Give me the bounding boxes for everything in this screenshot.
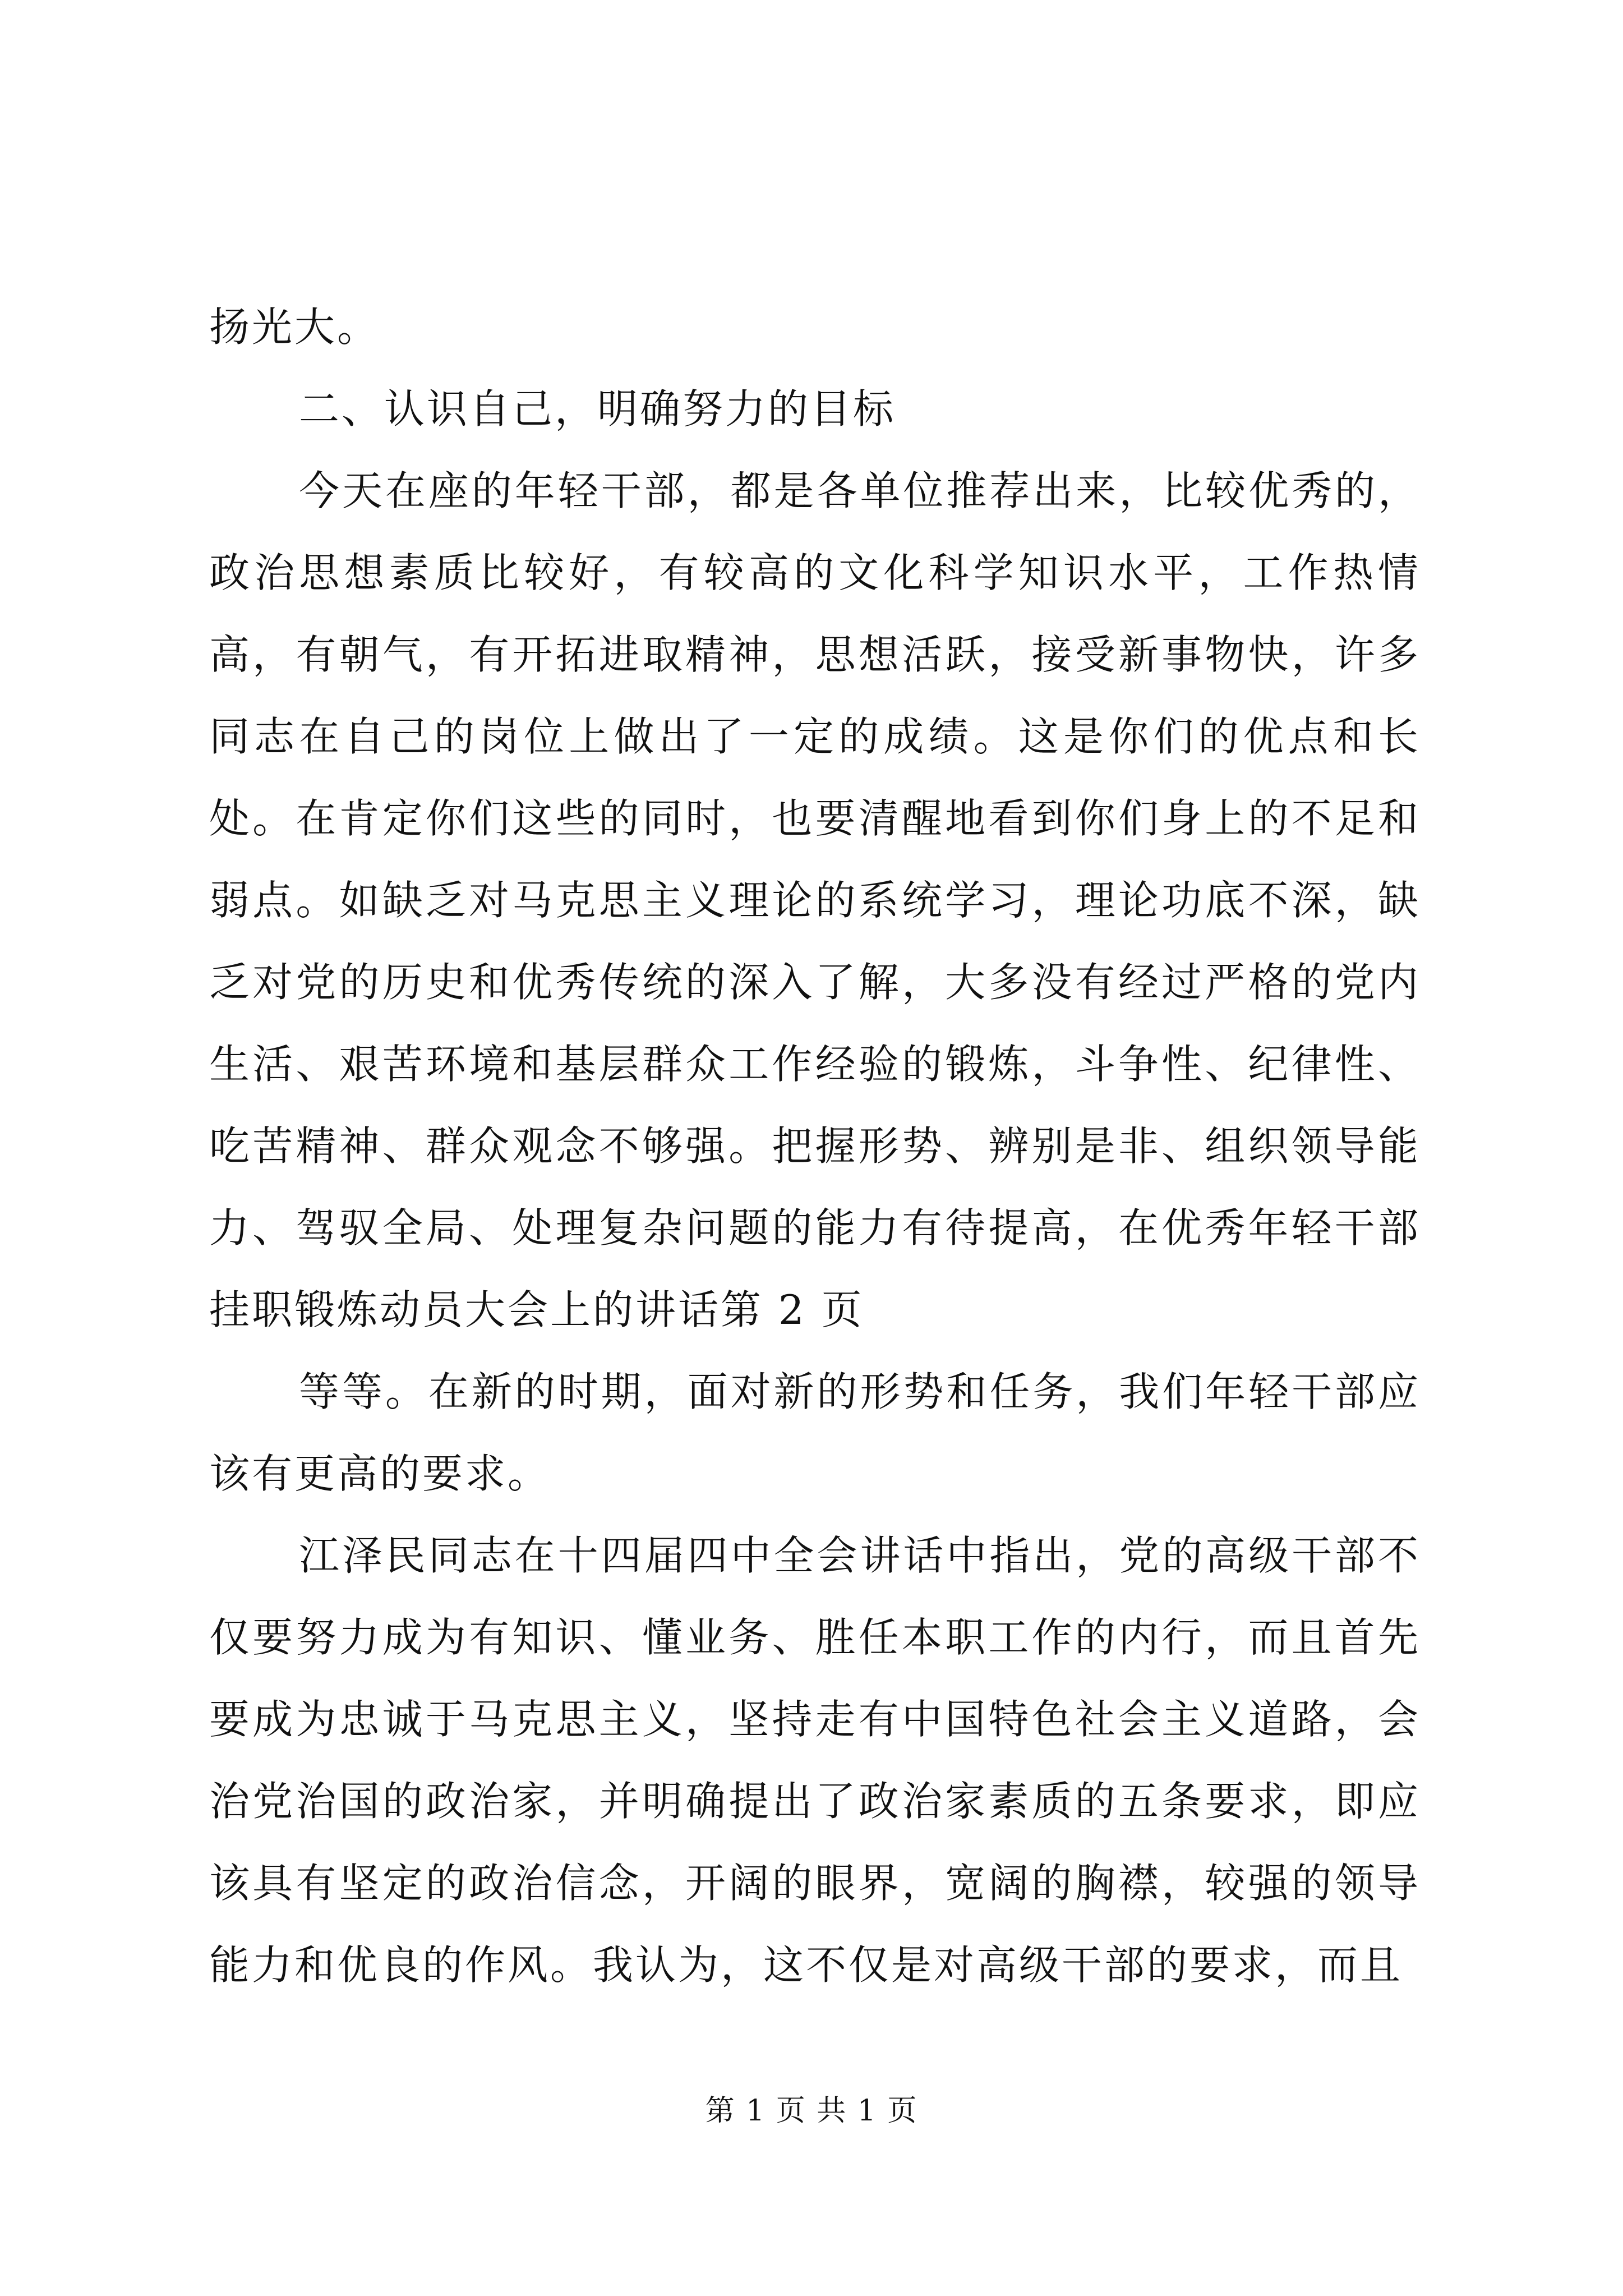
document-body [209,286,1421,2006]
section-heading: 二、认识自己，明确努力的目标 [299,385,896,432]
page-number-footer: 第 1 页 共 1 页 [705,2094,918,2128]
paragraph-continuation: 扬光大。 [209,303,380,351]
paragraph: 今天在座的年轻干部，都是各单位推荐出来，比较优秀的，政治思想素质比较好，有较高的文化科学知识水平，工作热情高，有朝气，有开拓进取精神，思想活跃，接受新事物快，许多同志在自己的岗位上做出了一定的成绩。这是你们的优点和长处。在肯定你们这些的同时，也要清醒地看到你们身上的不足和弱点。如缺乏对马克思主义理论的系统学习，理论功底不深，缺乏对党的历史和优秀传统的深入了解，大多没有经过严格的党内生活、艰苦环境和基层群众工作经验的锻炼，斗争性、纪律性、吃苦精神、群众观念不够强。把握形势、辨别是非、组织领导能力、驾驭全局、处理复杂问题的能力有待提高，在优秀年轻干部挂职锻炼动员大会上的讲话第 2 页 [209,467,1421,1333]
paragraph: 江泽民同志在十四届四中全会讲话中指出，党的高级干部不仅要努力成为有知识、懂业务、胜任本职工作的内行，而且首先要成为忠诚于马克思主义，坚持走有中国特色社会主义道路，会治党治国的政治家，并明确提出了政治家素质的五条要求，即应该具有坚定的政治信念，开阔的眼界，宽阔的胸襟，较强的领导能力和优良的作风。我认为，这不仅是对高级干部的要求，而且 [209,1532,1421,1989]
paragraph: 等等。在新的时期，面对新的形势和任务，我们年轻干部应该有更高的要求。 [209,1368,1421,1497]
